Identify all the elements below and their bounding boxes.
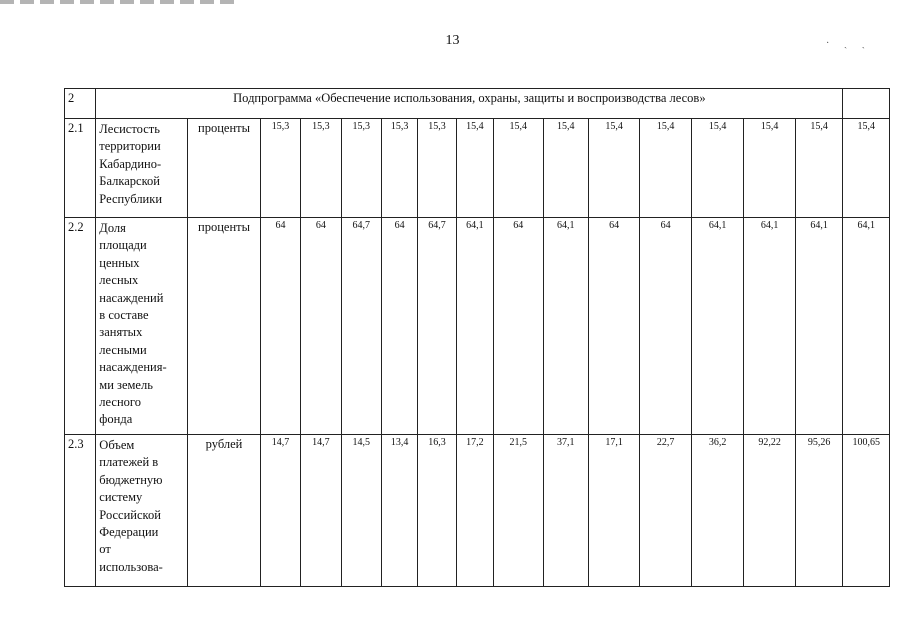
section-row: [65, 89, 890, 119]
value-cell: 64: [588, 218, 639, 435]
value-cell: 92,22: [744, 435, 795, 587]
scan-artifact: [0, 0, 240, 4]
value-cell: 15,4: [456, 119, 493, 218]
value-cell: 36,2: [691, 435, 744, 587]
value-cell: 15,4: [543, 119, 588, 218]
unit-cell: проценты: [188, 119, 261, 218]
row-number: 2.1: [65, 119, 96, 218]
value-cell: 22,7: [640, 435, 691, 587]
unit-cell: рублей: [188, 435, 261, 587]
value-cell: 13,4: [381, 435, 417, 587]
row-number: 2.2: [65, 218, 96, 435]
value-cell: 14,5: [341, 435, 381, 587]
value-cell: 15,3: [381, 119, 417, 218]
value-cell: 64,1: [691, 218, 744, 435]
value-cell: 16,3: [418, 435, 456, 587]
table-row: [65, 435, 890, 587]
value-cell: 64,1: [456, 218, 493, 435]
value-cell: 15,4: [795, 119, 843, 218]
value-cell: 17,1: [588, 435, 639, 587]
value-cell: 64: [640, 218, 691, 435]
indicators-table: [64, 88, 890, 587]
value-cell: 21,5: [494, 435, 543, 587]
table-row: [65, 119, 890, 218]
value-cell: 64,1: [843, 218, 890, 435]
value-cell: 15,4: [691, 119, 744, 218]
row-number: 2.3: [65, 435, 96, 587]
page-number: 13: [445, 33, 460, 48]
value-cell: 64,1: [795, 218, 843, 435]
value-cell: 15,4: [843, 119, 890, 218]
value-cell: 37,1: [543, 435, 588, 587]
table-row: [65, 218, 890, 435]
value-cell: 15,4: [744, 119, 795, 218]
value-cell: 14,7: [260, 435, 300, 587]
unit-cell: проценты: [188, 218, 261, 435]
subprogram-title: Подпрограмма «Обеспечение использования, охраны, защиты и воспроизводства лесов»: [96, 89, 843, 119]
value-cell: 64: [494, 218, 543, 435]
value-cell: 15,3: [418, 119, 456, 218]
value-cell: 14,7: [301, 435, 341, 587]
value-cell: 15,4: [588, 119, 639, 218]
value-cell: 15,3: [260, 119, 300, 218]
value-cell: 15,4: [494, 119, 543, 218]
value-cell: 64,7: [341, 218, 381, 435]
value-cell: 64: [301, 218, 341, 435]
value-cell: 17,2: [456, 435, 493, 587]
value-cell: 95,26: [795, 435, 843, 587]
value-cell: 64,1: [744, 218, 795, 435]
value-cell: 64,1: [543, 218, 588, 435]
value-cell: 100,65: [843, 435, 890, 587]
indicator-name: Объем платежей в бюджетную систему Российской Федерации от использова-: [96, 435, 188, 587]
value-cell: 15,3: [341, 119, 381, 218]
value-cell: 15,3: [301, 119, 341, 218]
section-number: 2: [65, 89, 96, 119]
value-cell: 15,4: [640, 119, 691, 218]
value-cell: 64: [260, 218, 300, 435]
value-cell: 64: [381, 218, 417, 435]
value-cell: 64,7: [418, 218, 456, 435]
indicator-name: Лесистость территории Кабардино- Балкарской Республики: [96, 119, 188, 218]
empty-cell: [843, 89, 890, 119]
scan-specks: · ˏ ˏ: [826, 38, 871, 49]
indicator-name: Доля площади ценных лесных насаждений в составе занятых лесными насаждения- ми земель лесного фонда: [96, 218, 188, 435]
